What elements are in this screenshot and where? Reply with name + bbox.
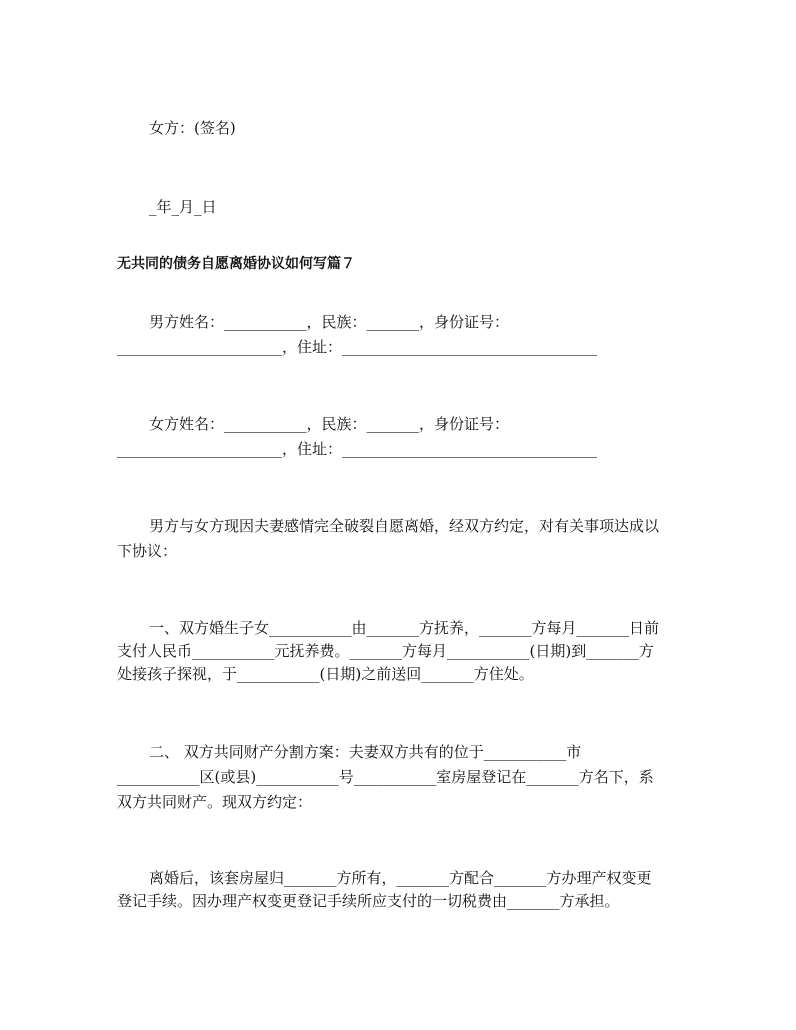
intro-line-1: 男方与女方现因夫妻感情完全破裂自愿离婚，经双方约定，对有关事项达成以 xyxy=(149,517,660,535)
clause-3-line-2: 登记手续。因办理产权变更登记手续所应支付的一切税费由_______方承担。 xyxy=(117,892,620,910)
intro-line-2: 下协议： xyxy=(117,542,178,560)
clause-2-line-1: 二、 双方共同财产分割方案：夫妻双方共有的位于___________市 xyxy=(149,743,582,761)
female-signature-line: 女方：(签名) xyxy=(149,119,236,137)
female-info-line-2: ______________________，住址：__________________________________ xyxy=(117,440,598,458)
clause-3-line-1: 离婚后，该套房屋归_______方所有，_______方配合_______方办理产权变更 xyxy=(149,869,652,887)
clause-1-line-1: 一、双方婚生子女___________由_______方抚养，_______方每月_______日前 xyxy=(149,619,660,637)
date-line: _年_月_日 xyxy=(149,198,217,216)
clause-2-line-3: 双方共同财产。现双方约定： xyxy=(117,793,313,811)
male-info-line-1: 男方姓名：___________，民族：_______，身份证号： xyxy=(149,313,510,331)
female-info-line-1: 女方姓名：___________，民族：_______，身份证号： xyxy=(149,415,510,433)
section-title: 无共同的债务自愿离婚协议如何写篇７ xyxy=(117,256,355,272)
clause-1-line-3: 处接孩子探视，于___________(日期)之前送回_______方住处。 xyxy=(117,665,534,683)
male-info-line-2: ______________________，住址：__________________________________ xyxy=(117,338,598,356)
clause-1-line-2: 支付人民币___________元抚养费。_______方每月___________(日期)到_______方 xyxy=(117,642,654,660)
clause-2-line-2: ___________区(或县)___________号___________室房屋登记在_______方名下，系 xyxy=(117,768,654,786)
